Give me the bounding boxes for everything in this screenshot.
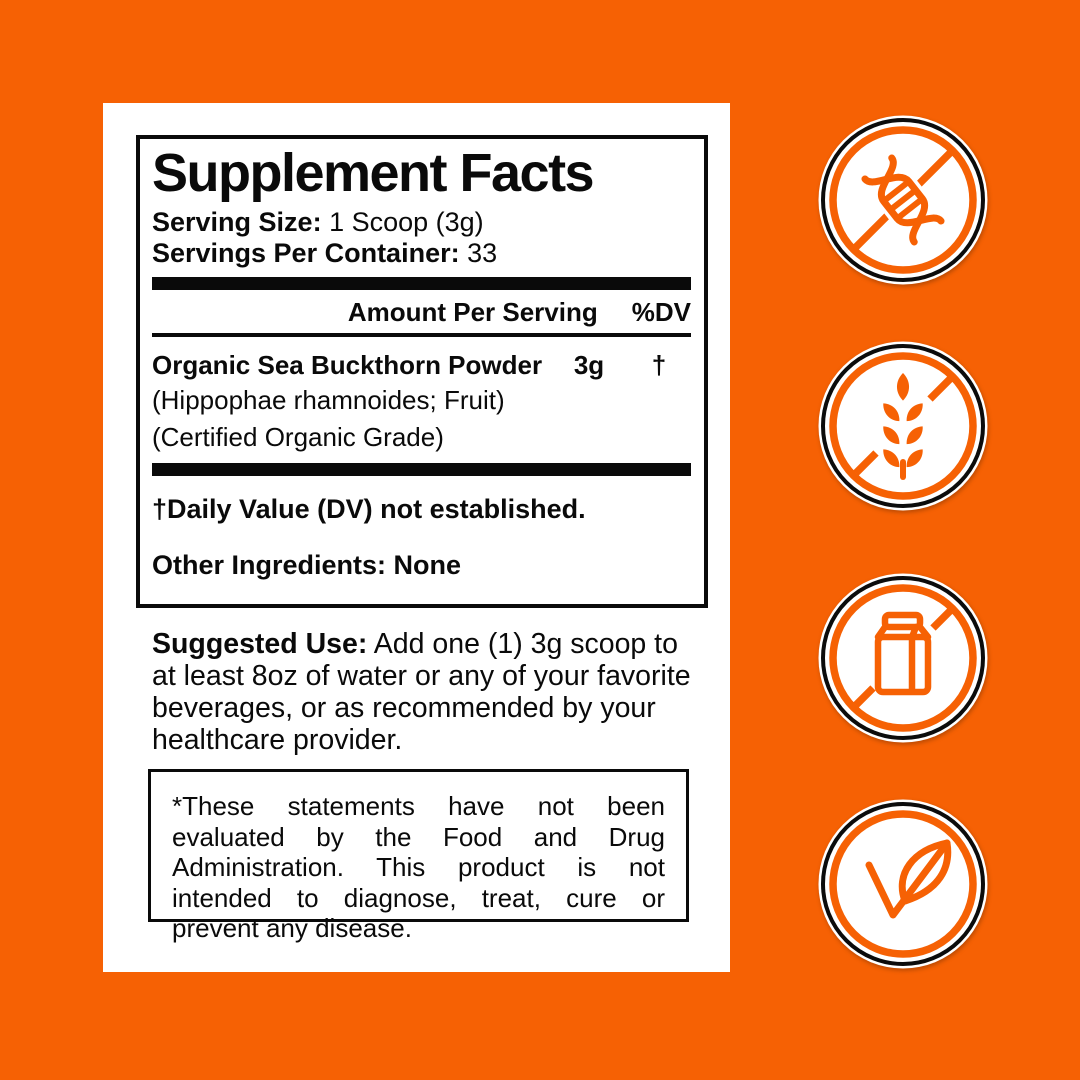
other-ingredients-line: Other Ingredients: None [152,550,462,580]
servings-per-container-line [152,239,691,268]
badge-disc [819,574,988,743]
servings-per-container-label: Servings Per Container: [152,238,460,268]
fda-disclaimer-box: *These statements have not been evaluated by the Food and Drug Administration. This product is not intended to diagnose, treat, cure or prevent any disease. [148,769,689,922]
suggested-use-label: Suggested Use: [152,628,368,660]
ingredient-amount: 3g [573,350,605,380]
ingredient-name: Organic Sea Buckthorn Powder [152,350,543,380]
facts-header-row [152,299,691,326]
vegan-leaf-icon [817,798,989,970]
badge-disc [819,342,988,511]
daily-value-footnote: †Daily Value (DV) not established. [152,494,586,524]
badge-gmo-free [817,114,989,286]
servings-per-container-value: 33 [467,238,498,268]
gluten-free-wheat-icon [817,340,989,512]
divider-thick-bottom [152,463,691,476]
dairy-free-milk-carton-icon [817,572,989,744]
suggested-use-paragraph [152,628,704,756]
ingredient-daily-value: † [651,350,667,380]
ingredient-row [152,350,691,380]
serving-size-value: 1 Scoop (3g) [329,207,484,237]
badge-vegan [817,798,989,970]
ingredient-detail: (Certified Organic Grade) [152,422,444,452]
amount-per-serving-header: Amount Per Serving [347,297,598,327]
divider-thin [152,333,691,337]
dv-header: %DV [631,297,691,327]
divider-thick-top [152,277,691,290]
suggested-use-text: Add one (1) 3g scoop to at least 8oz of water or any of your favorite beverages, or as recommended by your healthcare provider. [152,628,691,756]
badge-gluten-free [817,340,989,512]
supplement-facts-box [136,135,708,608]
supplement-facts-title: Supplement Facts [152,143,594,203]
badge-dairy-free [817,572,989,744]
ingredient-detail: (Hippophae rhamnoides; Fruit) [152,385,505,415]
label-panel [103,103,730,972]
serving-size-line [152,208,691,237]
gmo-free-dna-icon [817,114,989,286]
serving-size-label: Serving Size: [152,207,322,237]
